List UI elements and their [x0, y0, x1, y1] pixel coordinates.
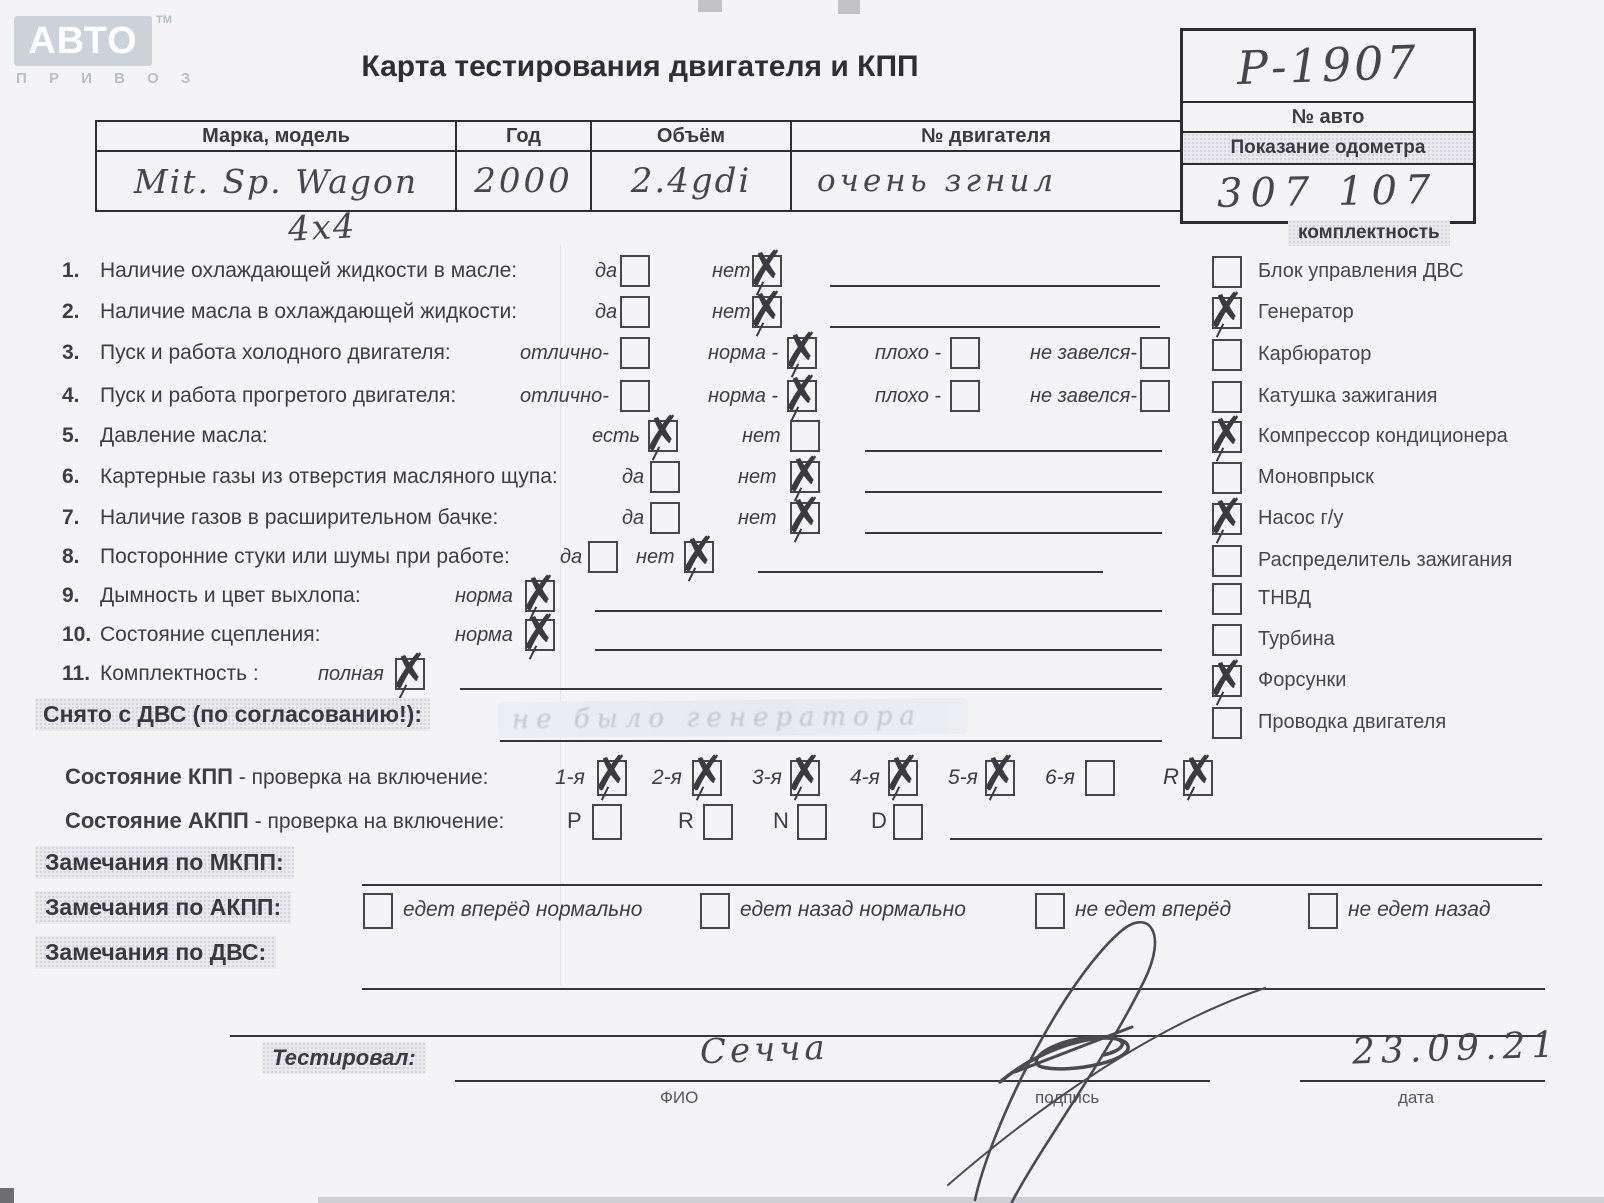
blank-line[interactable]: [460, 688, 1162, 690]
option-label: отлично-: [520, 342, 609, 364]
checkbox-ploho[interactable]: [950, 337, 980, 369]
option-label: да: [595, 260, 618, 282]
checkbox-net[interactable]: [684, 541, 714, 573]
option-label: не завелся-: [1030, 342, 1137, 364]
fio-label: ФИО: [660, 1088, 699, 1107]
akpp-row: [65, 804, 1545, 850]
item-number: 9.: [62, 584, 80, 607]
item-number: 6.: [62, 465, 80, 488]
checkbox-da[interactable]: [650, 502, 680, 534]
item-label: Наличие газов в расширительном бачке:: [100, 506, 499, 529]
gear-label: 1-я: [555, 766, 585, 789]
volume-value: 2.4gdi: [630, 161, 752, 201]
option-label: норма: [455, 624, 513, 646]
option-label: не едет назад: [1348, 898, 1491, 921]
removed-from-engine-label: [35, 698, 430, 731]
blank-line[interactable]: [865, 491, 1162, 493]
equipment-label: Блок управления ДВС: [1258, 260, 1464, 282]
checkbox-gear-2[interactable]: [692, 760, 722, 796]
logo-tm: ТМ: [156, 14, 172, 26]
option-label: едет назад нормально: [740, 898, 966, 921]
equipment-label: Проводка двигателя: [1258, 711, 1447, 733]
kpp-row: [65, 760, 1365, 806]
checklist-item-5: [60, 420, 1190, 460]
checkbox-polnaya[interactable]: [395, 658, 425, 690]
checklist-item-4: [60, 380, 1190, 420]
car-number-value: Р-1907: [1236, 34, 1420, 96]
logo-subtitle: П Р И В О З: [16, 70, 200, 87]
col-header-year: Год: [456, 121, 591, 151]
checkbox-ps-pump[interactable]: [1212, 503, 1242, 535]
equipment-row: [1212, 503, 1604, 539]
checkbox-da[interactable]: [588, 541, 618, 573]
item-label: Посторонние стуки или шумы при работе:: [100, 545, 510, 568]
checklist-item-7: [60, 502, 1190, 542]
equipment-row: [1212, 583, 1604, 619]
selector-label: P: [567, 808, 582, 833]
item-label: Давление масла:: [100, 424, 268, 447]
checkbox-gear-4[interactable]: [888, 760, 918, 796]
date-line[interactable]: [1300, 1080, 1545, 1082]
page-title: Карта тестирования двигателя и КПП: [361, 50, 919, 83]
equipment-label: Карбюратор: [1258, 343, 1372, 365]
tested-by-label: [262, 1042, 426, 1074]
car-number-label: № авто: [1291, 106, 1365, 128]
checkbox-d[interactable]: [893, 804, 923, 840]
make-model-value: Mit. Sp. Wagon: [133, 161, 419, 201]
checklist-item-11: [60, 658, 1190, 698]
checkbox-otlichno[interactable]: [620, 337, 650, 369]
checkbox-gear-3[interactable]: [790, 760, 820, 796]
blank-line[interactable]: [758, 571, 1103, 573]
equipment-row: [1212, 707, 1604, 743]
scan-artifact: [0, 1188, 14, 1203]
option-label: да: [560, 546, 583, 568]
col-header-engine-no: № двигателя: [791, 121, 1181, 151]
item-number: 5.: [62, 424, 80, 447]
option-label: нет: [742, 425, 781, 447]
year-field[interactable]: [456, 151, 591, 211]
checkbox-carburetor[interactable]: [1212, 339, 1242, 371]
checkbox-da[interactable]: [650, 461, 680, 493]
item-label: Пуск и работа прогретого двигателя:: [100, 384, 457, 407]
checkbox-n[interactable]: [797, 804, 827, 840]
checklist-item-3: [60, 337, 1190, 377]
remarks-mkpp-label: [35, 846, 294, 879]
gear-label: 3-я: [752, 766, 782, 789]
equipment-label: Распределитель зажигания: [1258, 549, 1513, 571]
checkbox-distributor[interactable]: [1212, 545, 1242, 577]
checkbox-da[interactable]: [620, 296, 650, 328]
signature: [920, 890, 1280, 1203]
tested-by-text: Тестировал:: [272, 1045, 416, 1070]
option-label: да: [595, 301, 618, 323]
scan-artifact: [698, 0, 722, 12]
selector-label: D: [871, 808, 887, 833]
signature-label: подпись: [1035, 1088, 1100, 1107]
gear-label: R: [1163, 764, 1179, 789]
item-number: 2.: [62, 300, 80, 323]
option-label: нет: [738, 466, 777, 488]
equipment-label: ТНВД: [1258, 587, 1312, 609]
checkbox-net[interactable]: [790, 502, 820, 534]
equipment-row: [1212, 421, 1604, 457]
odometer-label: Показание одометра: [1230, 137, 1426, 158]
checkbox-generator[interactable]: [1212, 297, 1242, 329]
equipment-label: Катушка зажигания: [1258, 385, 1438, 407]
blank-line[interactable]: [362, 884, 1542, 886]
checkbox-engine-wiring[interactable]: [1212, 707, 1242, 739]
blank-line[interactable]: [500, 740, 1162, 742]
checkbox-est[interactable]: [648, 420, 678, 452]
item-number: 8.: [62, 545, 80, 568]
checkbox-da[interactable]: [620, 255, 650, 287]
engine-number-field[interactable]: [791, 151, 1181, 211]
option-label: едет вперёд нормально: [403, 898, 643, 921]
option-label: нет: [738, 507, 777, 529]
item-label: Пуск и работа холодного двигателя:: [100, 341, 451, 364]
option-label: да: [622, 466, 645, 488]
checkbox-drives-backward-ok[interactable]: [700, 893, 730, 929]
car-number-box: [1180, 28, 1476, 224]
item-label: Дымность и цвет выхлопа:: [100, 584, 361, 607]
checkbox-ne-zavelsya[interactable]: [1140, 337, 1170, 369]
date-value: 23.09.21: [1351, 1024, 1561, 1073]
equipment-label: Моновпрыск: [1258, 466, 1374, 488]
item-label: Состояние сцепления:: [100, 623, 321, 646]
scan-artifact: [838, 0, 860, 14]
erased-note: [498, 698, 968, 738]
kpp-label: Состояние КПП - проверка на включение:: [65, 764, 489, 789]
checkbox-no-backward[interactable]: [1308, 893, 1338, 929]
option-label: нет: [712, 301, 751, 323]
equipment-row: [1212, 339, 1604, 375]
equipment-label: Турбина: [1258, 628, 1335, 650]
checklist-item-8: [60, 541, 1190, 581]
equipment-row: [1212, 381, 1604, 417]
gear-label: 5-я: [948, 766, 978, 789]
selector-label: R: [678, 808, 694, 833]
checkbox-gear-5[interactable]: [985, 760, 1015, 796]
option-label: плохо -: [875, 342, 942, 364]
volume-field[interactable]: [591, 151, 791, 211]
equipment-row: [1212, 665, 1604, 701]
equipment-label: Генератор: [1258, 301, 1354, 323]
option-label: не завелся-: [1030, 385, 1137, 407]
akpp-label: Состояние АКПП - проверка на включение:: [65, 808, 505, 833]
checkbox-ne-zavelsya[interactable]: [1140, 380, 1170, 412]
item-number: 7.: [62, 506, 80, 529]
item-label: Наличие охлаждающей жидкости в масле:: [100, 259, 518, 282]
tester-name-value: Сечча: [699, 1027, 830, 1073]
option-label: норма -: [708, 342, 779, 364]
blank-line[interactable]: [230, 1035, 1545, 1037]
remarks-akpp-text: Замечания по АКПП:: [45, 894, 282, 920]
equipment-label: Форсунки: [1258, 669, 1347, 691]
year-value: 2000: [474, 161, 573, 201]
option-label: норма -: [708, 385, 779, 407]
gear-label: 2-я: [652, 766, 682, 789]
date-label: дата: [1398, 1088, 1435, 1107]
remarks-dvs-text: Замечания по ДВС:: [45, 939, 267, 965]
odometer-field[interactable]: [1183, 163, 1473, 221]
equipment-label: Компрессор кондиционера: [1258, 425, 1508, 447]
item-number: 11.: [62, 662, 91, 685]
remarks-akpp-options: [0, 893, 1604, 933]
equipment-row: [1212, 462, 1604, 498]
gear-label: 4-я: [850, 766, 880, 789]
equipment-row: [1212, 545, 1604, 581]
checkbox-p[interactable]: [592, 804, 622, 840]
blank-line[interactable]: [595, 649, 1162, 651]
gear-label: 6-я: [1045, 766, 1075, 789]
selector-label: N: [773, 808, 789, 833]
checkbox-gear-6[interactable]: [1085, 760, 1115, 796]
checkbox-tnvd[interactable]: [1212, 583, 1242, 615]
col-header-volume: Объём: [591, 121, 791, 151]
equipment-row: [1212, 624, 1604, 660]
blank-line[interactable]: [865, 532, 1162, 534]
remarks-dvs-label: [35, 936, 276, 969]
option-label: норма: [455, 585, 513, 607]
odometer-value: 307 107: [1216, 167, 1440, 217]
checklist-item-9: [60, 580, 1190, 620]
make-model-extra: 4x4: [287, 206, 358, 250]
checkbox-gear-r[interactable]: [1183, 760, 1213, 796]
option-label: отлично-: [520, 385, 609, 407]
item-label: Комплектность :: [100, 662, 259, 685]
checklist-item-1: [60, 255, 1190, 295]
removed-label-text: Снято с ДВС (по согласованию!):: [43, 701, 422, 727]
equipment-row: [1212, 297, 1604, 333]
option-label: полная: [318, 663, 384, 685]
equipment-row: [1212, 256, 1604, 292]
item-number: 10.: [62, 623, 92, 646]
option-label: не едет вперёд: [1075, 898, 1232, 921]
checkbox-injectors[interactable]: [1212, 665, 1242, 697]
engine-number-value: очень згнил: [817, 163, 1058, 199]
item-number: 4.: [62, 384, 80, 407]
item-label: Картерные газы из отверстия масляного щупа:: [100, 465, 558, 488]
erased-note-text: не было генератора: [511, 701, 923, 735]
checklist-item-2: [60, 296, 1190, 336]
remarks-mkpp-text: Замечания по МКПП:: [45, 849, 284, 875]
checklist-item-10: [60, 619, 1190, 659]
car-number-label-row: [1183, 101, 1473, 131]
checkbox-norma[interactable]: [787, 380, 817, 412]
col-header-make: Марка, модель: [96, 121, 456, 151]
checkbox-drives-forward-ok[interactable]: [363, 893, 393, 929]
item-label: Наличие масла в охлаждающей жидкости:: [100, 300, 518, 323]
equipment-title: комплектность: [1288, 220, 1450, 246]
checkbox-norma[interactable]: [525, 619, 555, 651]
blank-line[interactable]: [830, 285, 1160, 287]
logo-brand: АВТО: [28, 20, 138, 62]
checkbox-ac-compressor[interactable]: [1212, 421, 1242, 453]
option-label: нет: [636, 546, 675, 568]
checkbox-gear-1[interactable]: [597, 760, 627, 796]
option-label: нет: [712, 260, 751, 282]
item-number: 1.: [62, 259, 80, 282]
checkbox-ploho[interactable]: [950, 380, 980, 412]
blank-line[interactable]: [595, 610, 1162, 612]
option-label: да: [622, 507, 645, 529]
checkbox-r[interactable]: [703, 804, 733, 840]
checklist-item-6: [60, 461, 1190, 501]
checkbox-net[interactable]: [752, 296, 782, 328]
equipment-label: Насос г/у: [1258, 507, 1344, 529]
option-label: есть: [592, 425, 641, 447]
vehicle-table: [95, 120, 1182, 212]
car-number-field[interactable]: [1183, 31, 1473, 101]
item-number: 3.: [62, 341, 80, 364]
blank-line[interactable]: [830, 326, 1160, 328]
blank-line[interactable]: [865, 450, 1162, 452]
blank-line[interactable]: [950, 838, 1542, 840]
make-model-field[interactable]: [96, 151, 456, 211]
odometer-header: [1183, 131, 1473, 163]
option-label: плохо -: [875, 385, 942, 407]
